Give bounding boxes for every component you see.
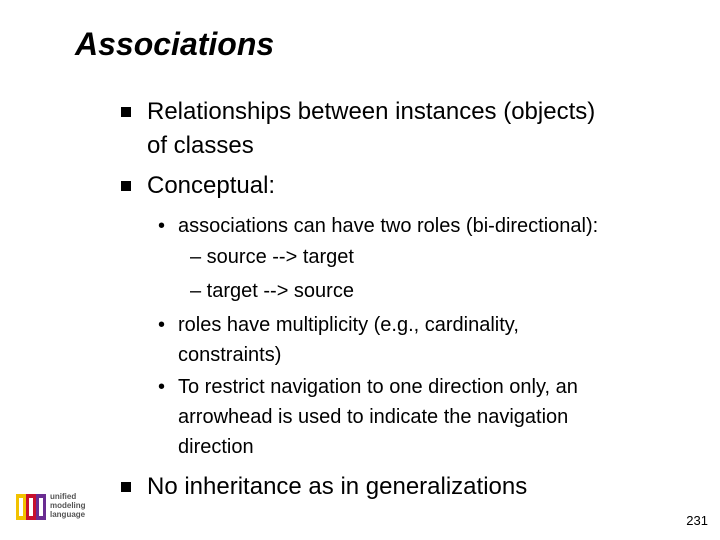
bullet-1-line-1: Relationships between instances (objects) — [147, 98, 596, 125]
sub-bullet-3-line-1: To restrict navigation to one direction only, an — [178, 376, 578, 398]
bullet-3: No inheritance as in generalizations — [147, 473, 528, 500]
sub-sub-bullet-1: – source --> target — [190, 246, 354, 268]
sub-bullet-2-line-2: constraints) — [178, 344, 282, 366]
bullet-2: Conceptual: — [147, 172, 276, 199]
sub-bullet-2-line-1: roles have multiplicity (e.g., cardinality, — [178, 314, 519, 336]
sub-bullet-dot-icon: • — [158, 314, 166, 336]
bullet-square-icon — [121, 181, 131, 191]
sub-bullet-dot-icon: • — [158, 215, 166, 237]
sub-sub-bullet-2: – target --> source — [190, 280, 354, 302]
sub-bullet-1: associations can have two roles (bi-directional): — [178, 215, 599, 237]
bullet-square-icon — [121, 107, 131, 117]
uml-logo-text: unified modeling language — [50, 492, 86, 519]
sub-bullet-dot-icon: • — [158, 376, 166, 398]
slide-title: Associations — [75, 26, 275, 62]
sub-bullet-3-line-2: arrowhead is used to indicate the navigation — [178, 406, 569, 428]
page-number: 231 — [686, 513, 708, 528]
bullet-square-icon — [121, 482, 131, 492]
bullet-1-line-2: of classes — [147, 132, 254, 159]
sub-bullet-3-line-3: direction — [178, 436, 254, 458]
